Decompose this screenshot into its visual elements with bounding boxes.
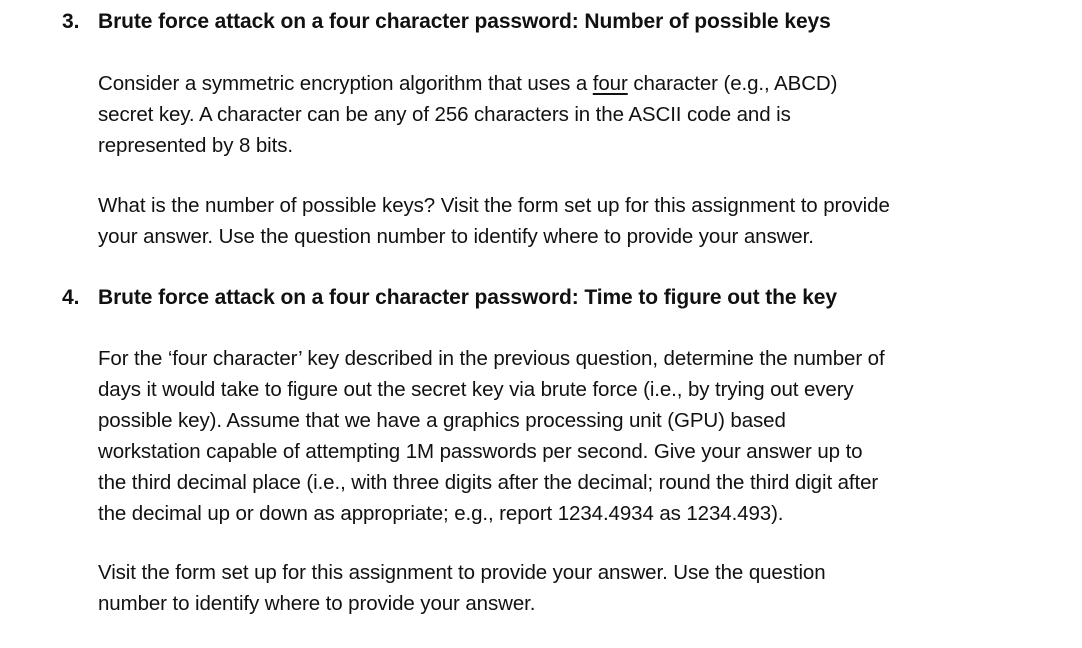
question-3-title: Brute force attack on a four character password: Number of possible keys xyxy=(98,10,831,33)
paragraph-line: days it would take to figure out the secret key via brute force (i.e., by trying out every xyxy=(98,378,854,401)
text-segment: character (e.g., ABCD) xyxy=(627,72,838,95)
question-4-number: 4. xyxy=(62,286,80,309)
paragraph-line: represented by 8 bits. xyxy=(98,134,293,157)
paragraph-line: Visit the form set up for this assignment to provide your answer. Use the question xyxy=(98,561,826,584)
paragraph-line: What is the number of possible keys? Visit the form set up for this assignment to provide xyxy=(98,194,890,217)
question-4-paragraph-2 xyxy=(98,557,998,619)
paragraph-line: number to identify where to provide your answer. xyxy=(98,592,536,615)
paragraph-line: your answer. Use the question number to identify where to provide your answer. xyxy=(98,225,814,248)
question-4-title: Brute force attack on a four character password: Time to figure out the key xyxy=(98,286,837,309)
question-4-heading xyxy=(62,285,837,311)
paragraph-line: possible key). Assume that we have a graphics processing unit (GPU) based xyxy=(98,409,786,432)
question-3-number: 3. xyxy=(62,10,80,33)
question-3-paragraph-2 xyxy=(98,190,998,252)
text-segment: Consider a symmetric encryption algorithm that uses a xyxy=(98,72,593,95)
paragraph-line: the decimal up or down as appropriate; e.g., report 1234.4934 as 1234.493). xyxy=(98,502,784,525)
underlined-word: four xyxy=(592,72,628,95)
paragraph-line: workstation capable of attempting 1M passwords per second. Give your answer up to xyxy=(98,440,863,463)
paragraph-line: the third decimal place (i.e., with three digits after the decimal; round the third digit after xyxy=(98,471,879,494)
question-3-heading xyxy=(62,9,831,35)
paragraph-line: For the ‘four character’ key described in the previous question, determine the number of xyxy=(98,347,885,370)
paragraph-line xyxy=(98,68,998,99)
paragraph-line: secret key. A character can be any of 256 characters in the ASCII code and is xyxy=(98,103,791,126)
question-3-paragraph-1 xyxy=(98,68,998,161)
question-4-paragraph-1 xyxy=(98,343,998,529)
